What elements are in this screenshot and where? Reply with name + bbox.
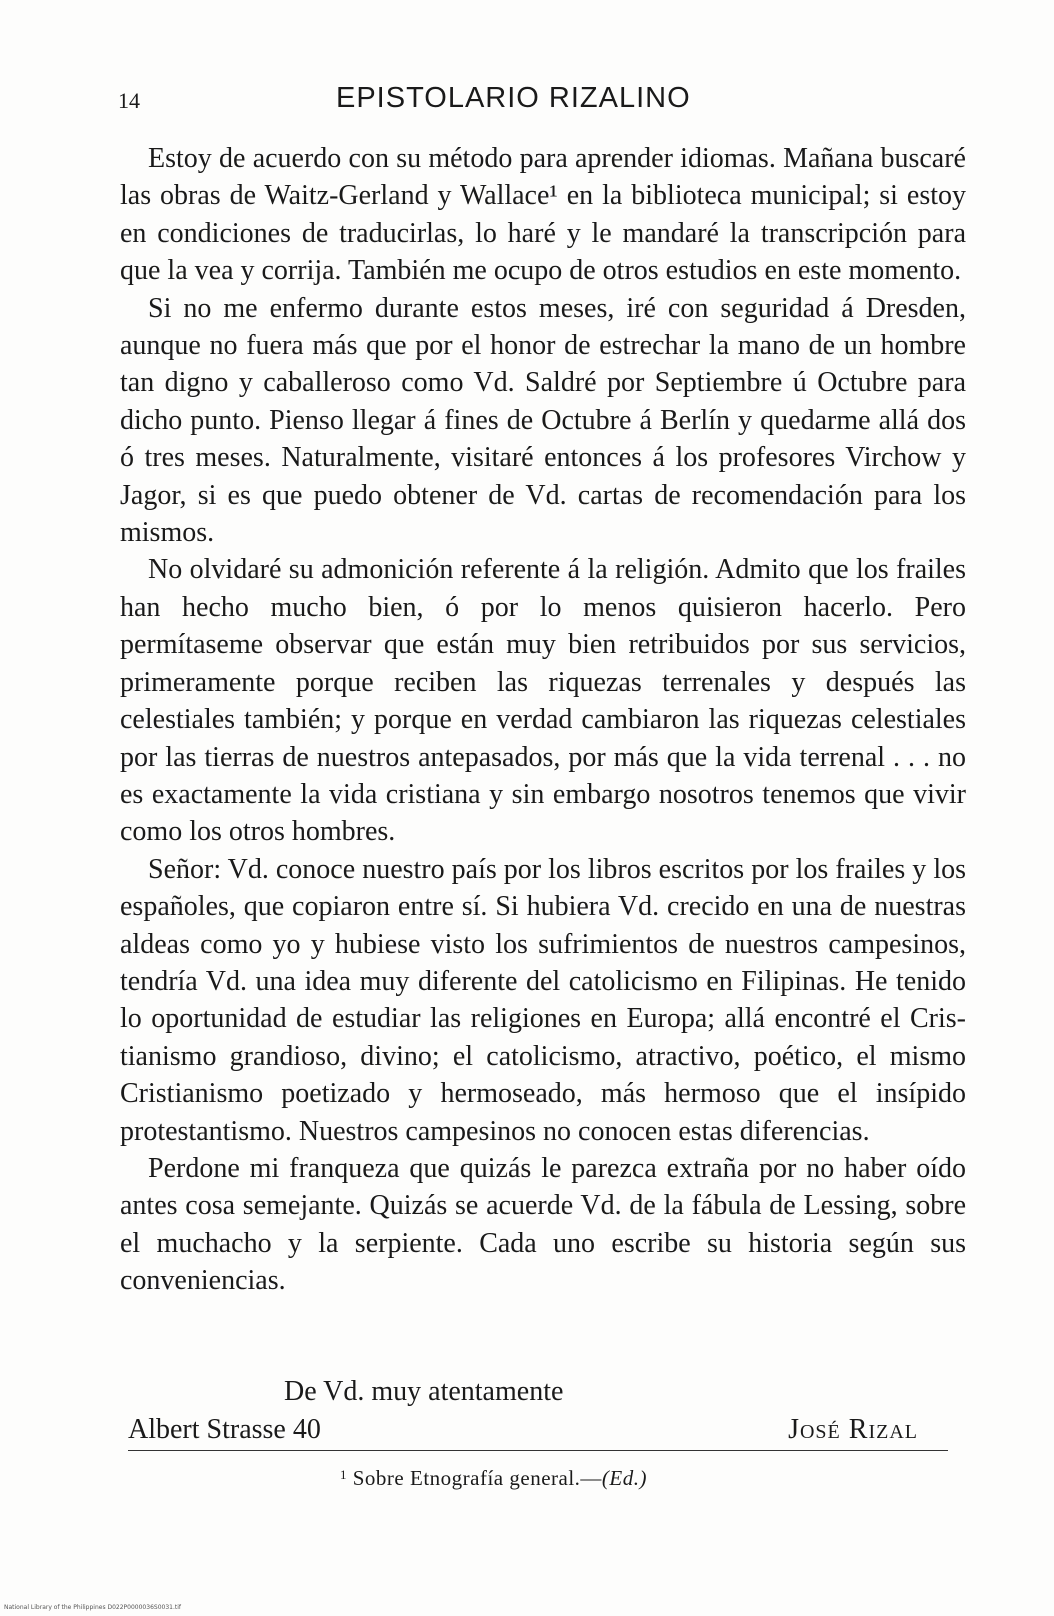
book-title: EPISTOLARIO RIZALINO <box>336 82 691 114</box>
running-header <box>118 82 966 122</box>
paragraph-1: Estoy de acuerdo con su método para aprender idiomas. Mañana buscaré las obras de Waitz-Gerland y Wallace¹ en la biblioteca municipal; si estoy en condiciones de traducirlas, lo haré y le mandaré la transcripción para que la vea y corrija. También me ocupo de otros estudios en este momento. <box>120 143 966 287</box>
library-stamp: National Library of the Philippines D022P0000036S0031.tif <box>4 1604 182 1611</box>
signature-block <box>128 1414 948 1454</box>
paragraph-5: Perdone mi franqueza que quizás le parezca extraña por no haber oído antes cosa semejante. Quizás se acuerde Vd. de la fábula de Lessing, sobre el muchacho y la serpiente. Cada uno escribe su historia según sus conveniencias. <box>120 1152 966 1297</box>
signature-rule <box>128 1450 948 1451</box>
footnote-marker: 1 <box>340 1467 347 1482</box>
signature: José Rizal <box>788 1414 918 1445</box>
page-number: 14 <box>118 88 140 113</box>
paragraph-2: Si no me enfermo durante estos meses, iré con seguridad á Dresden, aunque no fuera más que por el honor de estrechar la mano de un hombre tan digno y caballeroso como Vd. Saldré por Septiembre ú Octubre para dicho punto. Pienso llegar á fines de Octubre á Berlín y quedarme allá dos ó tres meses. Naturalmente, visitaré entonces á los profesores Virchow y Jagor, si es que puedo obtener de Vd. cartas de recomendación para los mismos. <box>120 292 966 549</box>
closing-salutation: De Vd. muy atentamente <box>284 1376 564 1407</box>
paragraph-3: No olvidaré su admonición referente á la religión. Admito que los frailes han hecho mucho bien, ó por lo menos quisieron hacerlo. Pero permítaseme observar que están muy bien retribuidos por sus servicios, primeramente porque reciben las riquezas terrenales y después las celestiales también; y porque en verdad cambiaron las riquezas celestiales por las tierras de nuestros antepasados, por más que la vida terrenal . . . no es exactamente la vida cristiana y sin embargo nosotros tenemos que vivir como los otros hombres. <box>120 554 966 848</box>
footnote-text: Sobre Etnografía general.— <box>352 1466 602 1490</box>
letter-body <box>120 140 966 1300</box>
footnote <box>340 1466 647 1491</box>
paragraph-4: Señor: Vd. conoce nuestro país por los libros escritos por los frailes y los españoles, que copiaron entre sí. Si hubiera Vd. crecido en una de nuestras aldeas como yo y hubiese visto los sufrimientos de nuestros campesinos, tendría Vd. una idea muy diferente del catolicismo en Filipinas. He tenido lo oportunidad de estudiar las religiones en Europa; allá encontré el Cristianismo grandioso, divino; el catolicismo, atractivo, poético, el mismo Cristianismo poetizado y hermoseado, más hermoso que el insípido protestantismo. Nuestros campesinos no conocen estas diferencias. <box>120 853 966 1147</box>
footnote-editor-note: (Ed.) <box>601 1466 647 1490</box>
sender-address: Albert Strasse 40 <box>128 1414 321 1445</box>
